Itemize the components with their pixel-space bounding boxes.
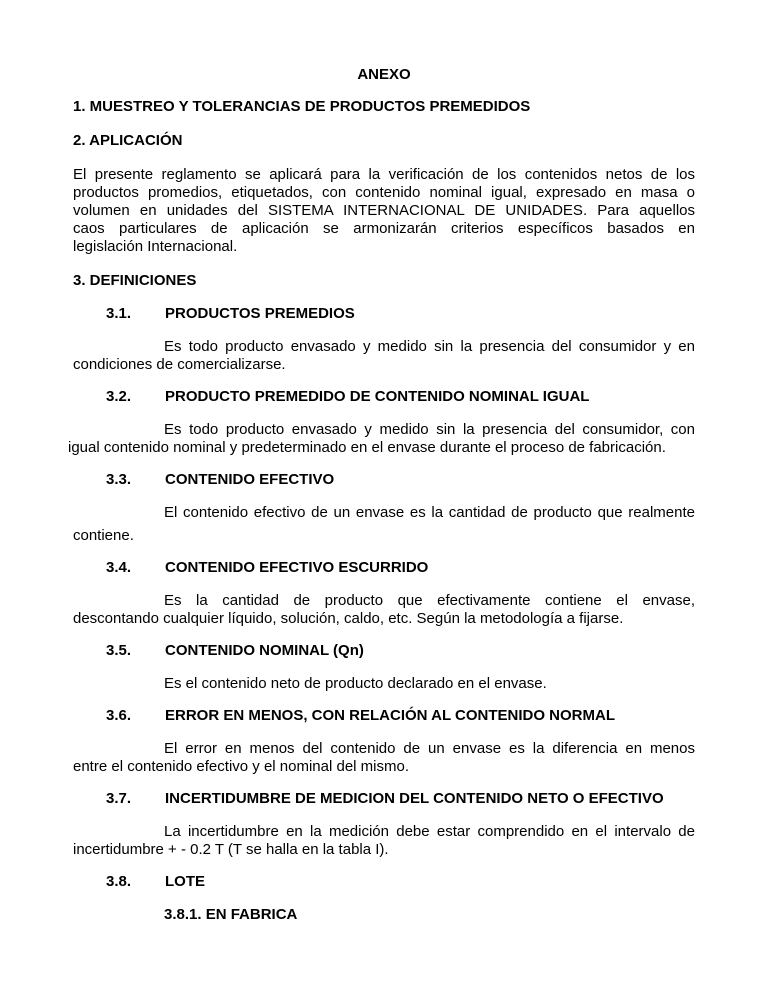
section-number: 3.7.	[106, 790, 132, 807]
heading-muestreo: 1. MUESTREO Y TOLERANCIAS DE PRODUCTOS PREMEDIDOS	[73, 98, 531, 115]
section-number: 3.8.	[106, 873, 132, 890]
section-number: 3.6.	[106, 707, 132, 724]
section-title: CONTENIDO EFECTIVO ESCURRIDO	[165, 559, 429, 576]
text-line: El error en menos del contenido de un envase es la diferencia en menos	[164, 740, 695, 757]
text-line: La incertidumbre en la medición debe estar comprendido en el intervalo de	[164, 823, 695, 840]
text-line: El contenido efectivo de un envase es la cantidad de producto que realmente	[164, 504, 695, 521]
subsection-title: 3.8.1. EN FABRICA	[164, 906, 298, 923]
section-number: 3.4.	[106, 559, 132, 576]
section-title: ERROR EN MENOS, CON RELACIÓN AL CONTENIDO NORMAL	[165, 707, 616, 724]
section-title: PRODUCTO PREMEDIDO DE CONTENIDO NOMINAL IGUAL	[165, 388, 590, 405]
text-line: Es todo producto envasado y medido sin la presencia del consumidor, con	[164, 421, 695, 438]
section-title: LOTE	[165, 873, 205, 890]
text-line: Es el contenido neto de producto declarado en el envase.	[164, 675, 547, 692]
text-line: caos particulares de aplicación se armonizarán criterios específicos basados en	[73, 220, 695, 237]
text-line: condiciones de comercializarse.	[73, 356, 286, 373]
text-line: incertidumbre + - 0.2 T (T se halla en la tabla I).	[73, 841, 389, 858]
text-line: productos promedios, etiquetados, con contenido nominal igual, expresado en masa o	[73, 184, 695, 201]
section-number: 3.5.	[106, 642, 132, 659]
document-title: ANEXO	[357, 66, 411, 83]
section-number: 3.3.	[106, 471, 132, 488]
section-title: CONTENIDO EFECTIVO	[165, 471, 335, 488]
text-line: legislación Internacional.	[73, 238, 238, 255]
text-line: El presente reglamento se aplicará para la verificación de los contenidos netos de los	[73, 166, 695, 183]
text-line: volumen en unidades del SISTEMA INTERNACIONAL DE UNIDADES. Para aquellos	[73, 202, 695, 219]
heading-definiciones: 3. DEFINICIONES	[73, 272, 197, 289]
text-line: Es todo producto envasado y medido sin la presencia del consumidor y en	[164, 338, 695, 355]
section-title: INCERTIDUMBRE DE MEDICION DEL CONTENIDO NETO O EFECTIVO	[165, 790, 664, 807]
text-line: descontando cualquier líquido, solución, caldo, etc. Según la metodología a fijarse.	[73, 610, 624, 627]
section-number: 3.1.	[106, 305, 132, 322]
text-line: contiene.	[73, 527, 134, 544]
section-title: PRODUCTOS PREMEDIOS	[165, 305, 355, 322]
section-title: CONTENIDO NOMINAL (Qn)	[165, 642, 364, 659]
text-line: entre el contenido efectivo y el nominal del mismo.	[73, 758, 410, 775]
section-number: 3.2.	[106, 388, 132, 405]
text-line: Es la cantidad de producto que efectivamente contiene el envase,	[164, 592, 695, 609]
heading-aplicacion: 2. APLICACIÓN	[73, 132, 183, 149]
text-line: igual contenido nominal y predeterminado en el envase durante el proceso de fabricación.	[68, 439, 666, 456]
